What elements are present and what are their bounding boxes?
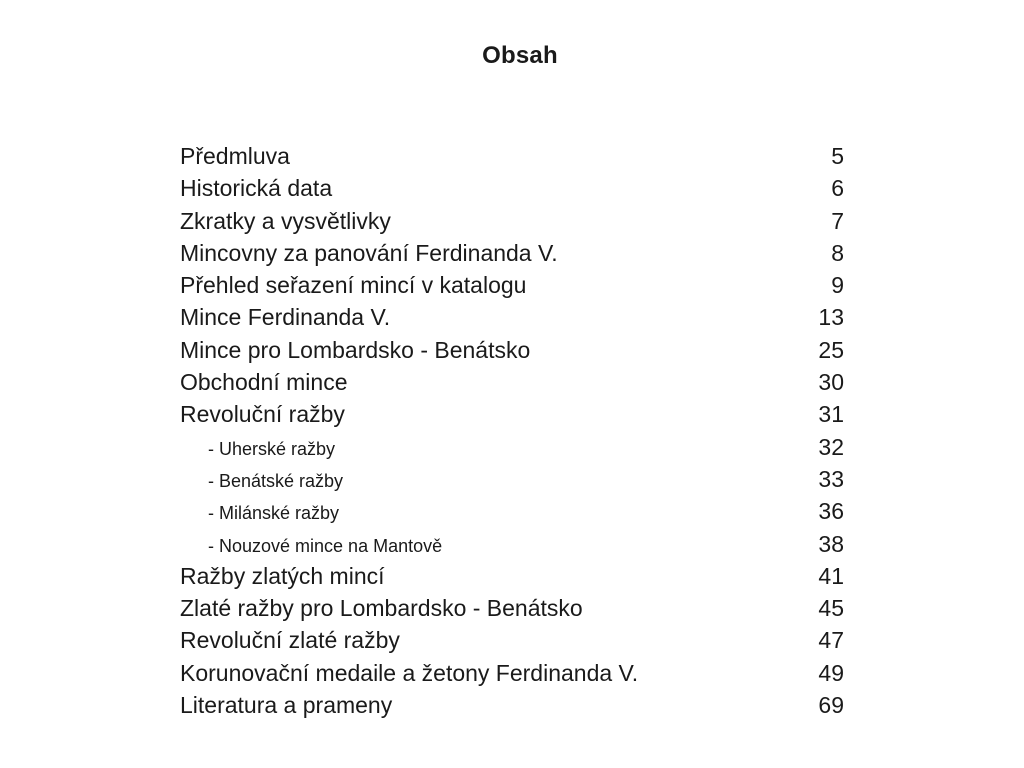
toc-entry-label: Mincovny za panování Ferdinanda V. xyxy=(180,239,558,266)
toc-subentry-benatske[interactable] xyxy=(180,463,844,495)
toc-entry-label: Ražby zlatých mincí xyxy=(180,562,385,589)
toc-entry-page: 45 xyxy=(818,595,844,622)
toc-entry-label: - Nouzové mince na Mantově xyxy=(208,535,443,556)
toc-entry-label: Zlaté ražby pro Lombardsko - Benátsko xyxy=(180,595,583,622)
toc-entry-mince-ferdinanda[interactable] xyxy=(180,301,844,333)
toc-entry-korunovacni[interactable] xyxy=(180,657,844,689)
toc-entry-label: Obchodní mince xyxy=(180,369,348,396)
toc-entry-page: 8 xyxy=(831,239,844,266)
toc-entry-obchodni-mince[interactable] xyxy=(180,366,844,398)
toc-entry-label: Literatura a prameny xyxy=(180,692,393,719)
toc-subentry-uherske[interactable] xyxy=(180,431,844,463)
toc-entry-page: 7 xyxy=(831,207,844,234)
toc-entry-page: 41 xyxy=(818,562,844,589)
toc-entry-page: 6 xyxy=(831,175,844,202)
table-of-contents xyxy=(180,140,844,721)
toc-entry-label: - Benátské ražby xyxy=(208,470,344,491)
toc-entry-label: Revoluční ražby xyxy=(180,401,345,428)
toc-entry-page: 47 xyxy=(818,627,844,654)
toc-entry-page: 25 xyxy=(818,336,844,363)
toc-entry-label: - Uherské ražby xyxy=(208,438,336,459)
toc-entry-label: Korunovační medaile a žetony Ferdinanda V. xyxy=(180,659,639,686)
page-title: Obsah xyxy=(482,42,558,69)
toc-entry-label: Přehled seřazení mincí v katalogu xyxy=(180,272,527,299)
toc-entry-label: Zkratky a vysvětlivky xyxy=(180,207,391,234)
toc-entry-razby-zlatych[interactable] xyxy=(180,560,844,592)
toc-entry-page: 32 xyxy=(818,433,844,460)
toc-entry-page: 31 xyxy=(818,401,844,428)
toc-entry-label: Revoluční zlaté ražby xyxy=(180,627,400,654)
toc-entry-page: 69 xyxy=(818,692,844,719)
toc-entry-label: - Milánské ražby xyxy=(208,503,340,524)
toc-entry-page: 38 xyxy=(818,530,844,557)
toc-entry-revolucni-razby[interactable] xyxy=(180,398,844,430)
toc-entry-revolucni-zlate[interactable] xyxy=(180,624,844,656)
toc-entry-page: 30 xyxy=(818,369,844,396)
toc-subentry-nouzove[interactable] xyxy=(180,528,844,560)
toc-entry-page: 36 xyxy=(818,498,844,525)
toc-entry-label: Mince pro Lombardsko - Benátsko xyxy=(180,336,531,363)
toc-entry-literatura[interactable] xyxy=(180,689,844,721)
toc-entry-zlate-lombardsko[interactable] xyxy=(180,592,844,624)
toc-entry-page: 5 xyxy=(831,143,844,169)
toc-entry-page: 13 xyxy=(818,304,844,331)
toc-entry-label: Mince Ferdinanda V. xyxy=(180,304,391,331)
toc-entry-mince-lombardsko[interactable] xyxy=(180,334,844,366)
toc-entry-predmluva[interactable] xyxy=(180,140,844,172)
toc-entry-page: 9 xyxy=(831,272,844,299)
toc-entry-prehled[interactable] xyxy=(180,269,844,301)
toc-entry-page: 49 xyxy=(818,659,844,686)
toc-entry-historicka-data[interactable] xyxy=(180,172,844,204)
toc-entry-mincovny[interactable] xyxy=(180,237,844,269)
toc-subentry-milanske[interactable] xyxy=(180,495,844,527)
toc-entry-label: Předmluva xyxy=(180,143,290,169)
toc-entry-label: Historická data xyxy=(180,175,333,202)
toc-entry-page: 33 xyxy=(818,465,844,492)
toc-entry-zkratky[interactable] xyxy=(180,205,844,237)
